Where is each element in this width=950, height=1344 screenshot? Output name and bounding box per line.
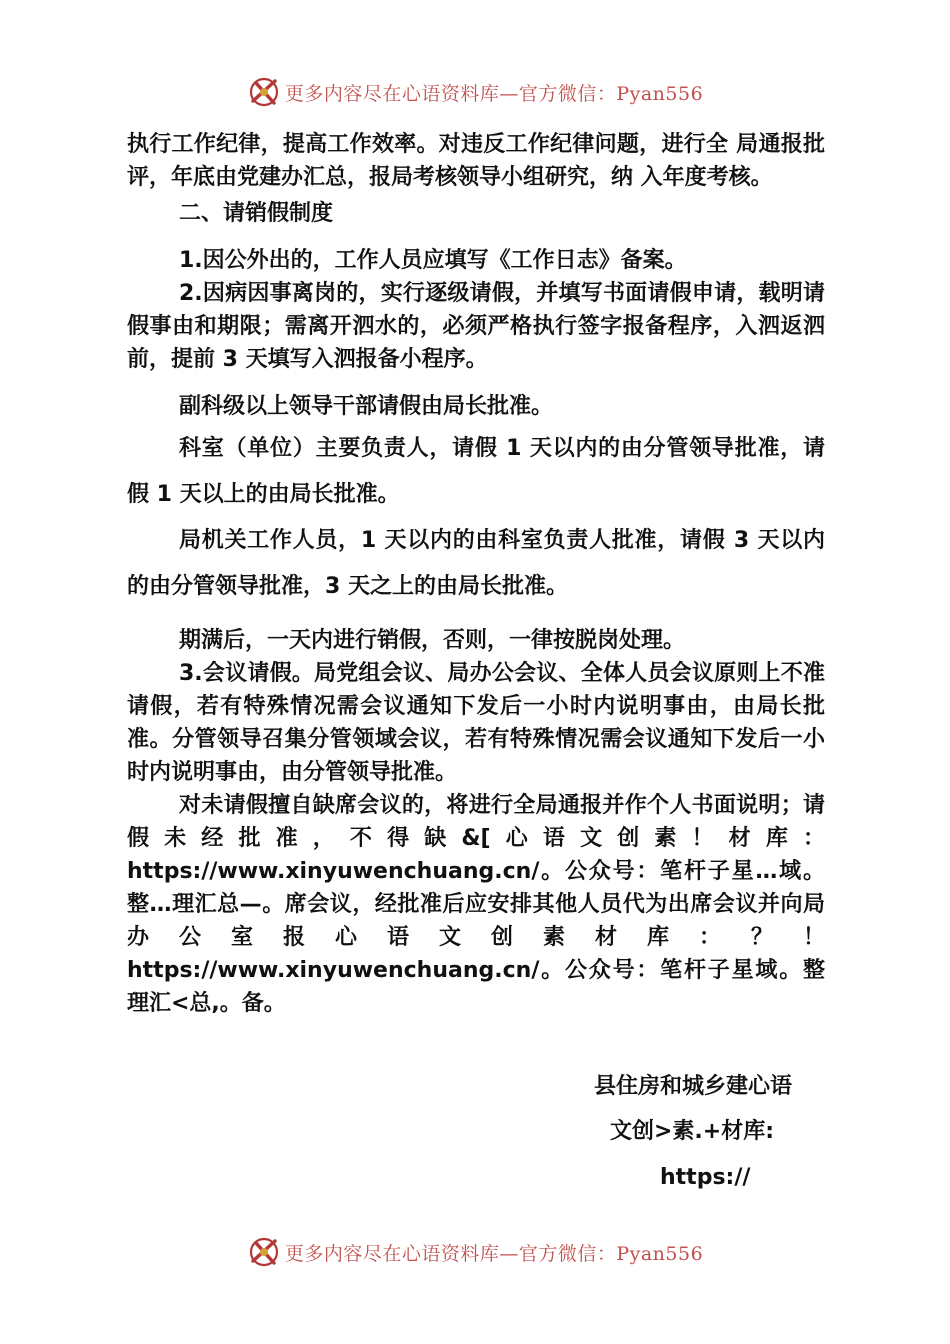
- paragraph-absence: 对未请假擅自缺席会议的，将进行全局通报并作个人书面说明；请假未经批准，不得缺&[心语文创素！材库：https://www.xinyuwenchuang.cn/。公众号：笔杆子星…域。整…理汇总—。席会议，经批准后应安排其他人员代为出席会议并向局办公室报心语文创素材库：？！https://www.xinyuwenchuang.cn/。公众号：笔杆子星域。整理汇<总,。备。: [127, 793, 825, 1016]
- signature-line-2: 文创>素.+材库:: [610, 1119, 775, 1144]
- signature-line-3: https://: [660, 1165, 751, 1190]
- list-item-1: 1.因公外出的，工作人员应填写《工作日志》备案。: [179, 248, 687, 273]
- paragraph-section-head-approval: 科室（单位）主要负责人，请假 1 天以内的由分管领导批准，请假 1 天以上的由局长批准。: [127, 436, 825, 507]
- list-item-3: 3.会议请假。局党组会议、局办公会议、全体人员会议原则上不准请假，若有特殊情况需会议通知下发后一小时内说明事由，由局长批准。分管领导召集分管领域会议，若有特殊情况需会议通知下发后一小时内说明事由，由分管领导批准。: [127, 661, 825, 785]
- watermark-banner-top: [0, 72, 950, 112]
- watermark-text: 更多内容尽在心语资料库—官方微信：Pyan556: [284, 1242, 704, 1265]
- paragraph-discipline: 执行工作纪律，提高工作效率。对违反工作纪律问题，进行全 局通报批评，年底由党建办汇总，报局考核领导小组研究，纳 入年度考核。: [127, 132, 825, 190]
- paragraph-deputy-approval: 副科级以上领导干部请假由局长批准。: [179, 394, 554, 419]
- watermark-text: 更多内容尽在心语资料库—官方微信：Pyan556: [284, 82, 704, 105]
- paragraph-staff-approval: 局机关工作人员，1 天以内的由科室负责人批准，请假 3 天以内的由分管领导批准，3 天之上的由局长批准。: [127, 528, 825, 599]
- cross-circle-logo-icon: [247, 75, 281, 109]
- signature-line-1: 县住房和城乡建心语: [594, 1074, 793, 1099]
- list-item-2: 2.因病因事离岗的，实行逐级请假，并填写书面请假申请，载明请假事由和期限；需离开泗水的，必须严格执行签字报备程序，入泗返泗前，提前 3 天填写入泗报备小程序。: [127, 281, 825, 372]
- watermark-banner-bottom: [0, 1232, 950, 1272]
- section-heading-leave: 二、请销假制度: [179, 201, 334, 226]
- document-body: [127, 128, 825, 1020]
- cross-circle-logo-icon: [247, 1235, 281, 1269]
- paragraph-expiry: 期满后，一天内进行销假，否则，一律按脱岗处理。: [179, 628, 686, 653]
